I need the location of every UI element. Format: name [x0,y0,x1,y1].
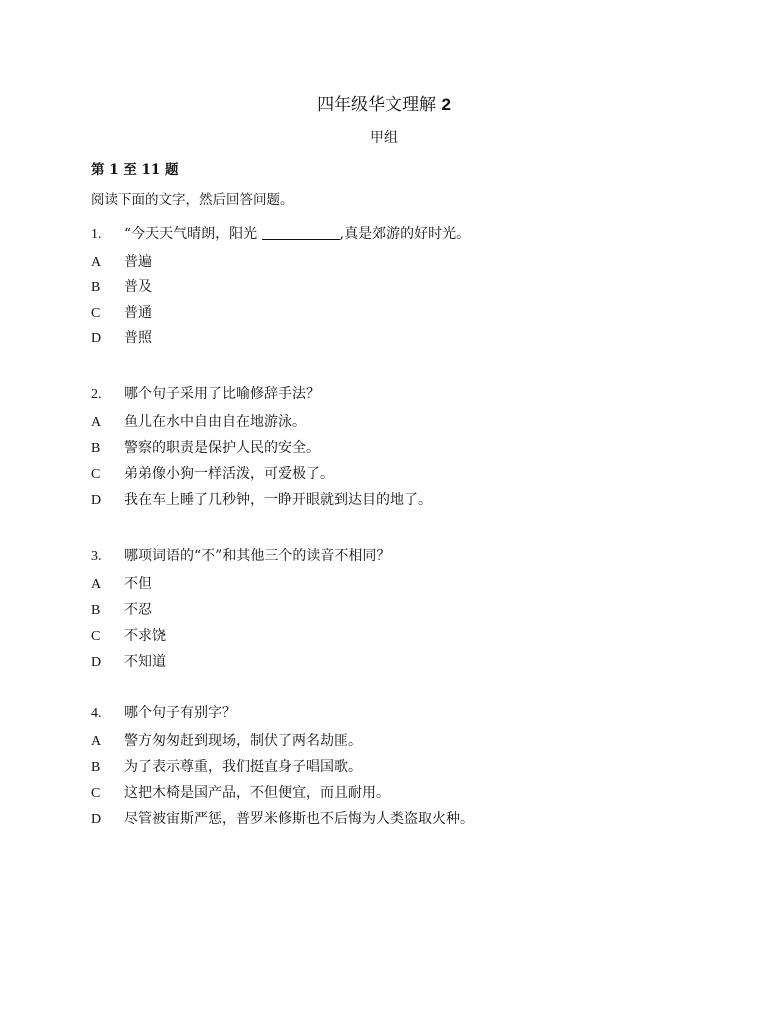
option-4d [91,809,474,830]
worksheet-title-number: 2 [441,95,451,114]
option-letter: A [91,255,102,270]
option-1b [91,277,152,298]
option-letter: C [91,786,101,801]
question-4 [91,703,236,724]
option-text: 警察的职责是保护人民的安全。 [124,440,320,456]
option-4b [91,757,362,778]
option-text: 为了表示尊重，我们挺直身子唱国歌。 [124,759,362,775]
option-text: 普通 [124,305,152,321]
option-text: 不但 [124,576,152,592]
option-letter: B [91,280,101,295]
option-text: 普遍 [124,254,152,270]
option-4c [91,783,390,804]
section-heading: 第 1 至 11 题 [91,162,179,178]
option-letter: D [91,812,102,827]
option-4a [91,731,362,752]
option-letter: A [91,577,102,592]
option-text: 鱼儿在水中自由自在地游泳。 [124,414,306,430]
option-text: 不知道 [124,654,166,670]
worksheet-title [0,94,768,116]
option-2a [91,412,306,433]
option-1d [91,328,152,349]
question-number: 3. [91,549,102,564]
option-letter: B [91,603,101,618]
question-text: 哪项词语的“不”和其他三个的读音不相同？ [124,548,391,564]
worksheet-title-text: 四年级华文理解 [317,95,437,115]
option-text: 我在车上睡了几秒钟，一睁开眼就到达目的地了。 [124,492,432,508]
option-letter: C [91,467,101,482]
option-2b [91,438,320,459]
question-number: 1. [91,227,102,242]
question-text-before-blank: “今天天气晴朗，阳光 [124,226,258,242]
option-3a [91,574,152,595]
option-text: 不求饶 [124,628,166,644]
answer-blank [262,225,340,240]
option-letter: C [91,306,101,321]
option-letter: D [91,493,102,508]
question-number: 2. [91,387,102,402]
section-instruction: 阅读下面的文字，然后回答问题。 [91,192,294,208]
option-text: 普照 [124,330,152,346]
worksheet-subtitle: 甲组 [370,130,398,146]
option-text: 警方匆匆赶到现场，制伏了两名劫匪。 [124,733,362,749]
option-text: 弟弟像小狗一样活泼，可爱极了。 [124,466,334,482]
option-letter: A [91,415,102,430]
option-letter: A [91,734,102,749]
option-3d [91,652,166,673]
option-1a [91,252,152,273]
option-2c [91,464,334,485]
option-letter: D [91,331,102,346]
option-letter: B [91,441,101,456]
option-letter: B [91,760,101,775]
question-3 [91,546,390,567]
option-text: 不忍 [124,602,152,618]
question-text: 哪个句子有别字？ [124,705,236,721]
option-3b [91,600,152,621]
option-text: 尽管被宙斯严惩，普罗米修斯也不后悔为人类盗取火种。 [124,811,474,827]
question-text: 哪个句子采用了比喻修辞手法？ [124,386,320,402]
option-1c [91,303,152,324]
option-3c [91,626,166,647]
option-letter: D [91,655,102,670]
question-1 [91,224,470,245]
option-letter: C [91,629,101,644]
option-text: 普及 [124,279,152,295]
option-text: 这把木椅是国产品，不但便宜，而且耐用。 [124,785,390,801]
question-2 [91,384,320,405]
question-number: 4. [91,706,102,721]
option-2d [91,490,432,511]
question-text-after-blank: ,真是郊游的好时光。 [339,226,471,242]
